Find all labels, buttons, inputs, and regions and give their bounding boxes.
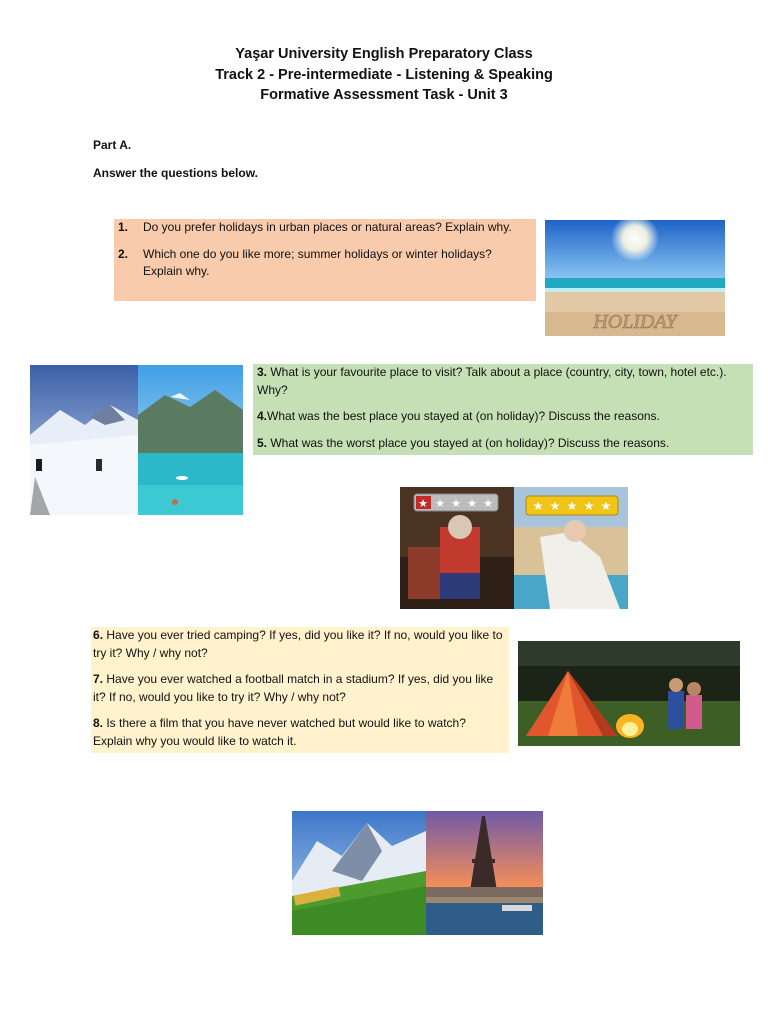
question-7 [93,671,507,706]
question-text: What was the worst place you stayed at (on holiday)? Discuss the reasons. [267,435,670,450]
question-8 [93,715,507,750]
question-text: Have you ever watched a football match in a stadium? If yes, did you like it? If no, would you like to try it? Why / why not? [93,672,494,704]
question-number: 3. [257,365,268,379]
svg-text:★: ★ [600,499,612,513]
question-2 [118,246,532,281]
svg-text:★: ★ [451,498,461,510]
question-number: 1. [118,220,129,234]
question-4 [257,408,749,426]
question-3 [257,364,749,399]
hotel-ratings-photo [400,487,628,609]
questions-box-green [253,364,753,455]
svg-text:★: ★ [435,498,445,510]
svg-text:★: ★ [467,498,477,510]
part-label: Part A. [93,138,132,152]
question-text: Do you prefer holidays in urban places or natural areas? Explain why. [143,220,512,234]
questions-box-orange [114,219,536,301]
question-number: 6. [93,628,104,642]
svg-text:★: ★ [418,498,428,510]
question-6 [93,627,507,662]
header-line-2: Track 2 - Pre-intermediate - Listening & Speaking [215,66,553,83]
instruction: Answer the questions below. [93,166,258,180]
question-number: 2. [118,246,129,261]
header-line-3: Formative Assessment Task - Unit 3 [260,87,508,103]
svg-text:★: ★ [532,499,544,513]
question-number: 5. [257,435,268,450]
question-text: What is your favourite place to visit? Talk about a place (country, city, town, hotel etc.). Why? [257,365,727,397]
question-text: Which one do you like more; summer holidays or winter holidays? Explain why. [143,246,492,278]
svg-text:★: ★ [549,499,561,513]
ski-and-lake-photo [30,365,243,515]
question-1 [118,219,532,237]
mountain-train-and-eiffel-photo [292,811,543,935]
questions-box-yellow [91,627,509,753]
question-number: 8. [93,716,104,730]
question-number: 7. [93,672,104,686]
sand-holiday-text: HOLIDAY [593,311,677,333]
header-line-1: Yaşar University English Preparatory Class [235,46,533,62]
svg-text:★: ★ [483,498,493,510]
question-text: Is there a film that you have never watched but would like to watch? Explain why you would like to watch it. [93,716,466,748]
question-text: What was the best place you stayed at (on holiday)? Discuss the reasons. [267,409,660,423]
question-5 [257,435,749,453]
svg-text:★: ★ [583,499,595,513]
document-header [0,44,768,106]
question-text: Have you ever tried camping? If yes, did you like it? If no, would you like to try it? Why / why not? [93,628,503,660]
camping-photo [518,641,740,746]
svg-text:★: ★ [566,499,578,513]
question-number: 4. [257,409,268,423]
beach-holiday-photo [545,220,725,336]
